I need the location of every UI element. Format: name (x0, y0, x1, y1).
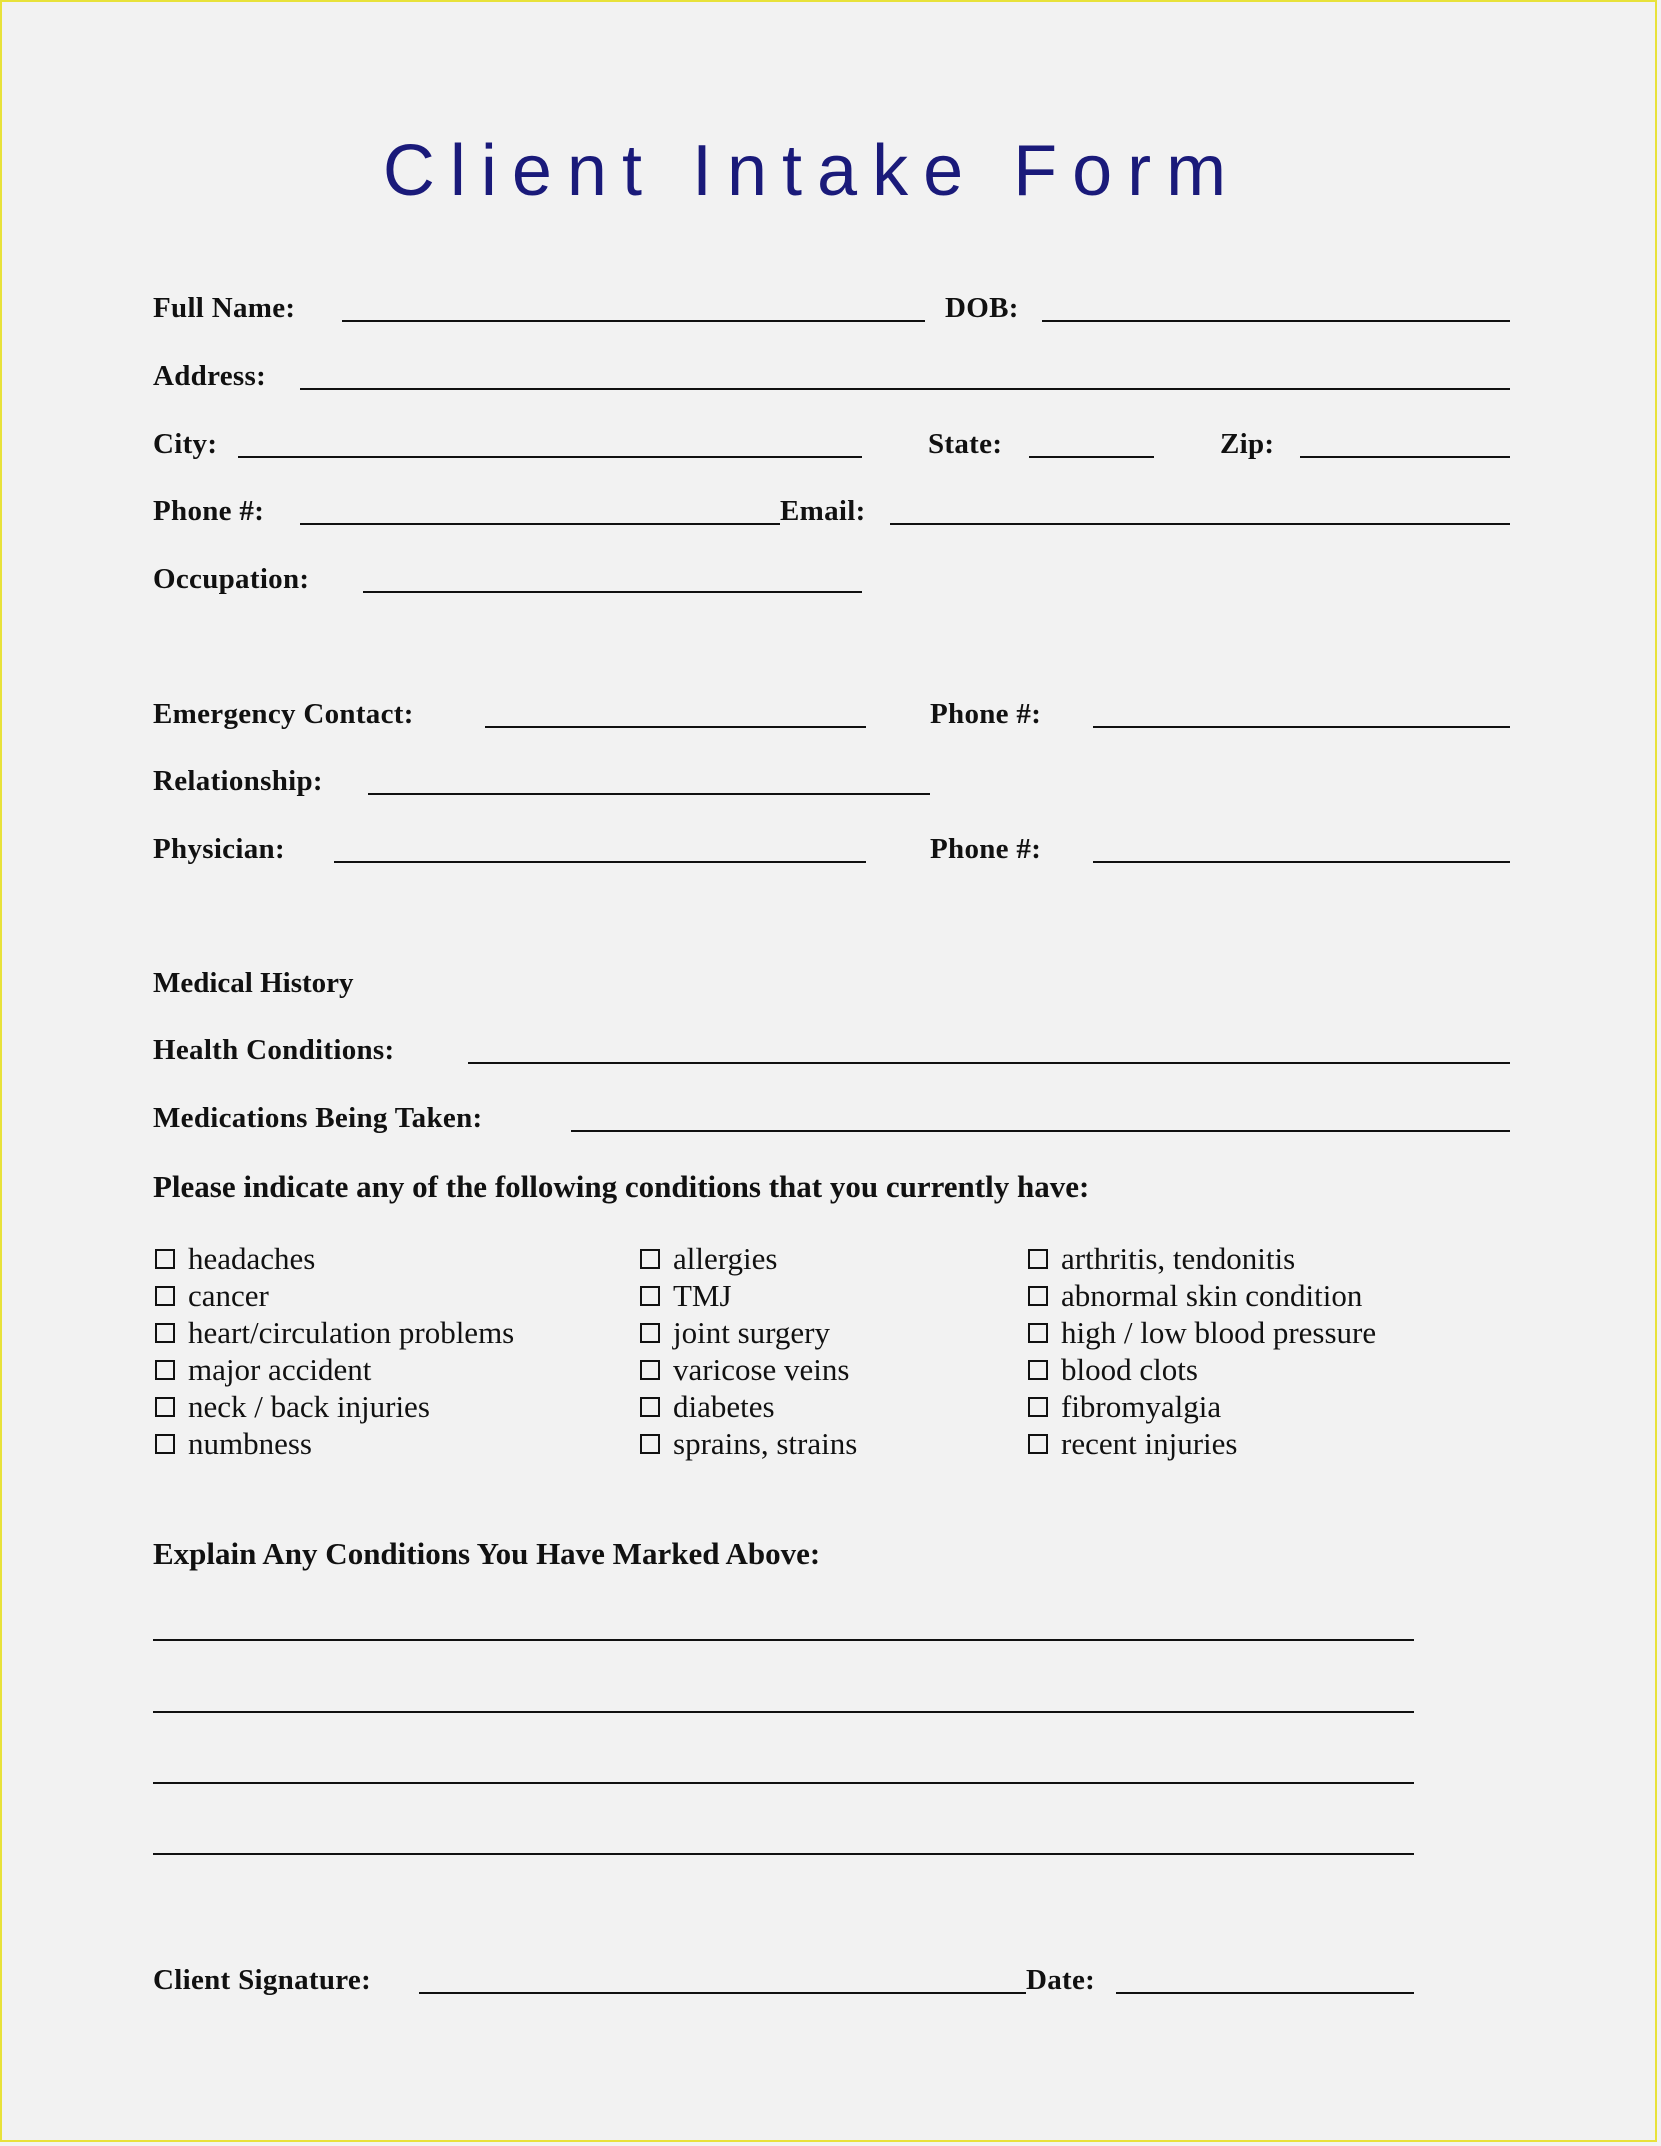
checkbox-icon[interactable] (1028, 1397, 1048, 1417)
checkbox-icon[interactable] (640, 1434, 660, 1454)
address-field[interactable] (300, 388, 1510, 390)
condition-headaches[interactable] (155, 1240, 514, 1277)
checkbox-icon[interactable] (155, 1360, 175, 1380)
condition-label: sprains, strains (673, 1425, 858, 1461)
date-field[interactable] (1116, 1992, 1414, 1994)
condition-recent-injuries[interactable] (1028, 1425, 1376, 1462)
full-name-field[interactable] (342, 320, 925, 322)
conditions-column-3 (1028, 1240, 1376, 1462)
emergency-phone-field[interactable] (1093, 726, 1510, 728)
condition-label: recent injuries (1061, 1425, 1238, 1461)
condition-abnormal-skin[interactable] (1028, 1277, 1376, 1314)
emergency-contact-label: Emergency Contact: (153, 698, 414, 730)
condition-label: numbness (188, 1425, 312, 1461)
checkbox-icon[interactable] (155, 1397, 175, 1417)
condition-major-accident[interactable] (155, 1351, 514, 1388)
condition-blood-pressure[interactable] (1028, 1314, 1376, 1351)
checkbox-icon[interactable] (640, 1249, 660, 1269)
dob-field[interactable] (1042, 320, 1510, 322)
zip-label: Zip: (1220, 428, 1275, 460)
condition-numbness[interactable] (155, 1425, 514, 1462)
explain-line-2[interactable] (153, 1711, 1414, 1713)
condition-neck-back-injuries[interactable] (155, 1388, 514, 1425)
condition-label: varicose veins (673, 1351, 850, 1387)
condition-arthritis-tendonitis[interactable] (1028, 1240, 1376, 1277)
date-label: Date: (1026, 1964, 1096, 1996)
condition-varicose-veins[interactable] (640, 1351, 857, 1388)
medications-label: Medications Being Taken: (153, 1102, 483, 1134)
checkbox-icon[interactable] (640, 1286, 660, 1306)
medical-history-heading: Medical History (153, 967, 354, 999)
condition-label: fibromyalgia (1061, 1388, 1222, 1424)
email-field[interactable] (890, 523, 1510, 525)
full-name-label: Full Name: (153, 292, 296, 324)
conditions-prompt: Please indicate any of the following conditions that you currently have: (153, 1169, 1090, 1204)
condition-label: joint surgery (673, 1314, 830, 1350)
email-label: Email: (780, 495, 866, 527)
condition-cancer[interactable] (155, 1277, 514, 1314)
checkbox-icon[interactable] (1028, 1286, 1048, 1306)
city-field[interactable] (238, 456, 862, 458)
checkbox-icon[interactable] (1028, 1323, 1048, 1343)
phone-label: Phone #: (153, 495, 265, 527)
checkbox-icon[interactable] (155, 1434, 175, 1454)
physician-field[interactable] (334, 861, 866, 863)
condition-label: blood clots (1061, 1351, 1198, 1387)
explain-heading: Explain Any Conditions You Have Marked Above: (153, 1536, 821, 1571)
physician-label: Physician: (153, 833, 285, 865)
health-conditions-label: Health Conditions: (153, 1034, 395, 1066)
condition-diabetes[interactable] (640, 1388, 857, 1425)
client-signature-field[interactable] (419, 1992, 1026, 1994)
state-label: State: (928, 428, 1003, 460)
condition-label: diabetes (673, 1388, 775, 1424)
checkbox-icon[interactable] (640, 1360, 660, 1380)
health-conditions-field[interactable] (468, 1062, 1510, 1064)
condition-label: allergies (673, 1240, 778, 1276)
condition-label: arthritis, tendonitis (1061, 1240, 1296, 1276)
condition-sprains-strains[interactable] (640, 1425, 857, 1462)
condition-allergies[interactable] (640, 1240, 857, 1277)
explain-line-3[interactable] (153, 1782, 1414, 1784)
physician-phone-field[interactable] (1093, 861, 1510, 863)
condition-label: heart/circulation problems (188, 1314, 515, 1350)
condition-label: abnormal skin condition (1061, 1277, 1363, 1313)
condition-label: high / low blood pressure (1061, 1314, 1377, 1350)
checkbox-icon[interactable] (1028, 1249, 1048, 1269)
relationship-label: Relationship: (153, 765, 323, 797)
physician-phone-label: Phone #: (930, 833, 1042, 865)
dob-label: DOB: (945, 292, 1019, 324)
explain-line-4[interactable] (153, 1853, 1414, 1855)
medications-field[interactable] (571, 1130, 1510, 1132)
checkbox-icon[interactable] (155, 1286, 175, 1306)
checkbox-icon[interactable] (1028, 1360, 1048, 1380)
checkbox-icon[interactable] (1028, 1434, 1048, 1454)
zip-field[interactable] (1300, 456, 1510, 458)
condition-heart-circulation[interactable] (155, 1314, 514, 1351)
address-label: Address: (153, 360, 267, 392)
conditions-column-2 (640, 1240, 857, 1462)
emergency-phone-label: Phone #: (930, 698, 1042, 730)
condition-label: TMJ (673, 1277, 732, 1313)
checkbox-icon[interactable] (640, 1323, 660, 1343)
relationship-field[interactable] (368, 793, 930, 795)
checkbox-icon[interactable] (155, 1249, 175, 1269)
condition-tmj[interactable] (640, 1277, 857, 1314)
explain-line-1[interactable] (153, 1639, 1414, 1641)
checkbox-icon[interactable] (640, 1397, 660, 1417)
condition-blood-clots[interactable] (1028, 1351, 1376, 1388)
conditions-column-1 (155, 1240, 514, 1462)
condition-joint-surgery[interactable] (640, 1314, 857, 1351)
state-field[interactable] (1029, 456, 1154, 458)
occupation-label: Occupation: (153, 563, 310, 595)
phone-field[interactable] (300, 523, 780, 525)
condition-label: major accident (188, 1351, 372, 1387)
condition-label: headaches (188, 1240, 316, 1276)
emergency-contact-field[interactable] (485, 726, 866, 728)
condition-label: neck / back injuries (188, 1388, 430, 1424)
occupation-field[interactable] (363, 591, 862, 593)
condition-fibromyalgia[interactable] (1028, 1388, 1376, 1425)
client-signature-label: Client Signature: (153, 1964, 372, 1996)
checkbox-icon[interactable] (155, 1323, 175, 1343)
condition-label: cancer (188, 1277, 269, 1313)
page-title: Client Intake Form (382, 131, 1242, 211)
city-label: City: (153, 428, 218, 460)
